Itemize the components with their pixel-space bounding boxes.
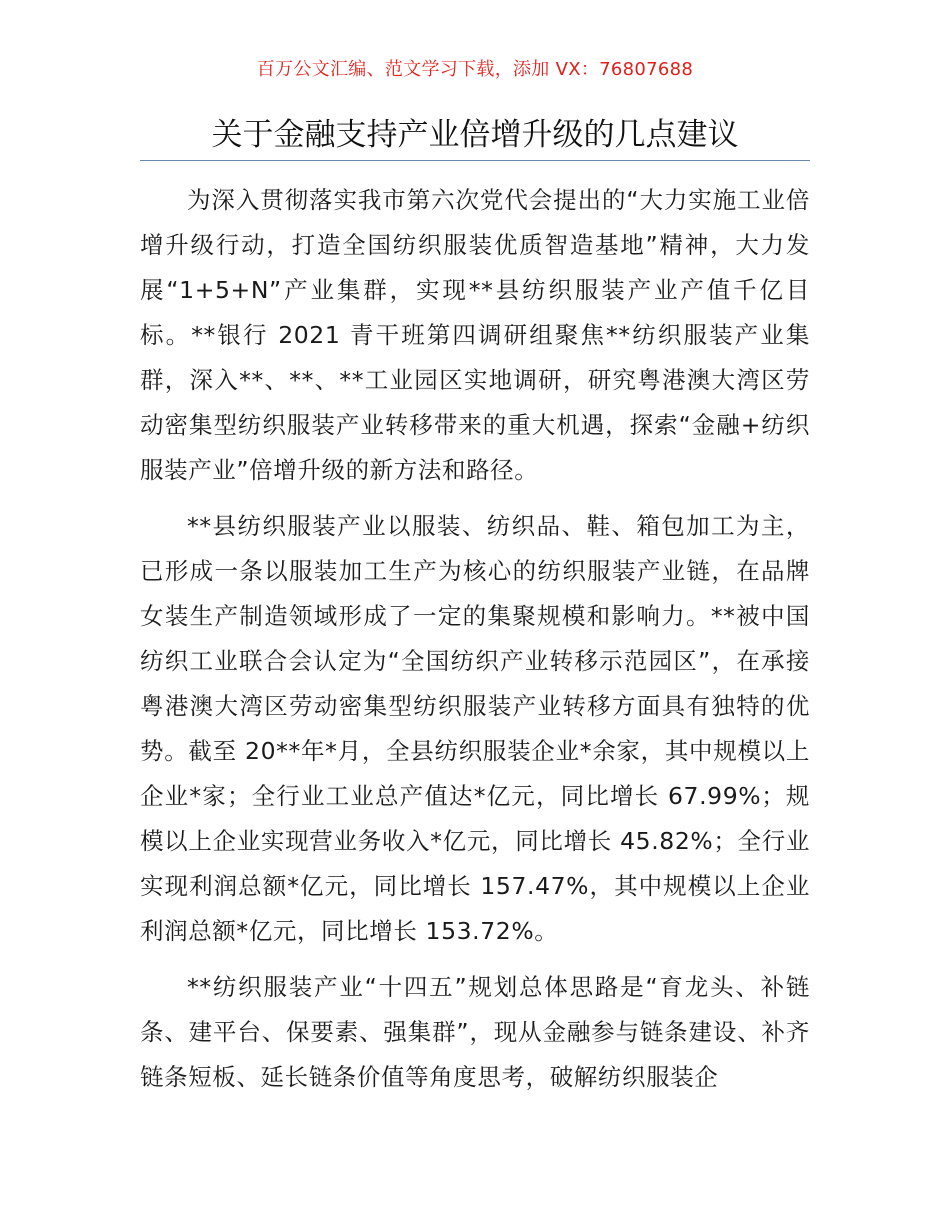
- body-paragraph-3: **纺织服装产业“十四五”规划总体思路是“育龙头、补链条、建平台、保要素、强集群”，现从金融参与链条建设、补齐链条短板、延长链条价值等角度思考，破解纺织服装企: [140, 973, 810, 1091]
- header-watermark-note: 百万公文汇编、范文学习下载，添加 VX：76807688: [256, 59, 694, 80]
- document-title: 关于金融支持产业倍增升级的几点建议: [211, 117, 739, 153]
- body-paragraph-1: 为深入贯彻落实我市第六次党代会提出的“大力实施工业倍增升级行动，打造全国纺织服装优质智造基地”精神，大力发展“1+5+N”产业集群，实现**县纺织服装产业产值千亿目标。**银行 2021 青干班第四调研组聚焦**纺织服装产业集群，深入**、**、**工业园区实地调研，研究粤港澳大湾区劳动密集型纺织服装产业转移带来的重大机遇，探索“金融+纺织服装产业”倍增升级的新方法和路径。: [140, 186, 810, 484]
- body-paragraph-2: **县纺织服装产业以服装、纺织品、鞋、箱包加工为主，已形成一条以服装加工生产为核心的纺织服装产业链，在品牌女装生产制造领域形成了一定的集聚规模和影响力。**被中国纺织工业联合会认定为“全国纺织产业转移示范园区”，在承接粤港澳大湾区劳动密集型纺织服装产业转移方面具有独特的优势。截至 20**年*月，全县纺织服装企业*余家，其中规模以上企业*家；全行业工业总产值达*亿元，同比增长 67.99%；规模以上企业实现营业务收入*亿元，同比增长 45.82%；全行业实现利润总额*亿元，同比增长 157.47%，其中规模以上企业利润总额*亿元，同比增长 153.72%。: [140, 512, 810, 945]
- document-body: [140, 178, 810, 1111]
- title-underline-divider: [140, 160, 810, 161]
